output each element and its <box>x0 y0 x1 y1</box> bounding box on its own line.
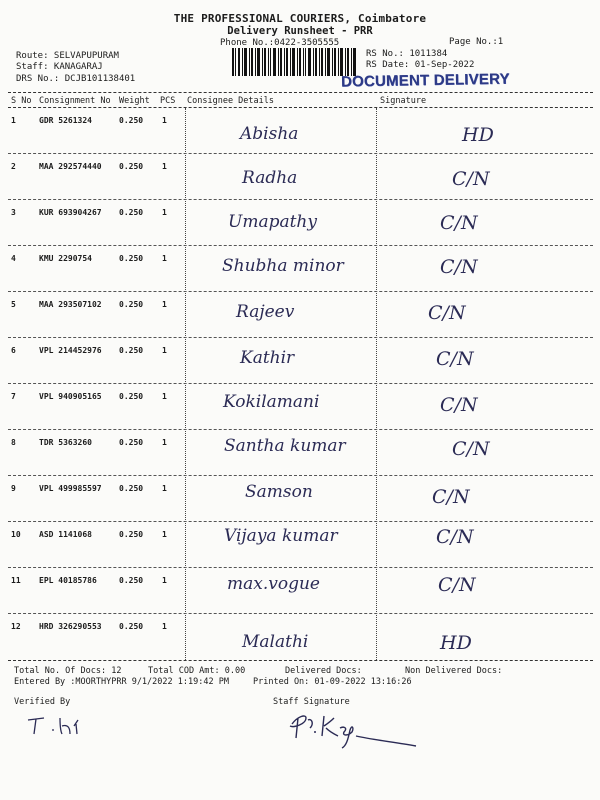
runsheet-subtitle: Delivery Runsheet - PRR <box>227 25 373 37</box>
barcode <box>232 48 356 76</box>
receiver-signature-handwritten: C/N <box>452 438 490 460</box>
table-row <box>8 292 593 338</box>
runsheet-title: THE PROFESSIONAL COURIERS, Coimbatore <box>173 12 427 25</box>
consignee-name-handwritten: Malathi <box>242 632 309 652</box>
consignment-number: MAA 292574440 <box>39 162 102 171</box>
delivered-docs: Delivered Docs: <box>285 666 362 676</box>
receiver-signature-handwritten: HD <box>462 124 494 146</box>
consignee-name-handwritten: Umapathy <box>228 212 317 232</box>
consignment-number: ASD 1141068 <box>39 530 92 539</box>
verified-by-label: Verified By <box>14 697 71 707</box>
consignment-number: HRD 326290553 <box>39 622 102 631</box>
serial-number: 4 <box>11 254 16 263</box>
weight: 0.250 <box>119 576 144 585</box>
pieces-count: 1 <box>162 300 167 309</box>
column-header-consignee: Consignee Details <box>187 96 274 106</box>
serial-number: 7 <box>11 392 16 401</box>
route: Route: SELVAPUPURAM <box>16 51 119 61</box>
serial-number: 11 <box>11 576 21 585</box>
serial-number: 10 <box>11 530 21 539</box>
weight: 0.250 <box>119 162 144 171</box>
pieces-count: 1 <box>162 530 167 539</box>
weight: 0.250 <box>119 530 144 539</box>
column-header-weight: Weight <box>119 96 150 106</box>
pieces-count: 1 <box>162 116 167 125</box>
table-row <box>8 108 593 154</box>
header-top-rule <box>8 92 593 93</box>
consignee-name-handwritten: Shubha minor <box>222 256 344 276</box>
footer-top-rule <box>8 660 593 661</box>
weight: 0.250 <box>119 254 144 263</box>
column-header-pcs: PCS <box>160 96 176 106</box>
non-delivered-docs: Non Delivered Docs: <box>405 666 503 676</box>
weight: 0.250 <box>119 484 144 493</box>
pieces-count: 1 <box>162 208 167 217</box>
weight: 0.250 <box>119 346 144 355</box>
weight: 0.250 <box>119 300 144 309</box>
table-row <box>8 430 593 476</box>
serial-number: 3 <box>11 208 16 217</box>
consignment-number: TDR 5363260 <box>39 438 92 447</box>
consignment-number: KUR 693904267 <box>39 208 102 217</box>
receiver-signature-handwritten: C/N <box>438 574 476 596</box>
pieces-count: 1 <box>162 162 167 171</box>
rs-number: RS No.: 1011384 <box>366 49 448 59</box>
pieces-count: 1 <box>162 254 167 263</box>
total-cod-amount: Total COD Amt: 0.00 <box>148 666 246 676</box>
column-header-consignment: Consignment No <box>39 96 111 106</box>
weight: 0.250 <box>119 208 144 217</box>
table-row <box>8 522 593 568</box>
consignment-number: VPL 499985597 <box>39 484 102 493</box>
receiver-signature-handwritten: C/N <box>440 256 478 278</box>
serial-number: 2 <box>11 162 16 171</box>
weight: 0.250 <box>119 438 144 447</box>
consignee-name-handwritten: Rajeev <box>236 302 295 322</box>
receiver-signature-handwritten: C/N <box>436 348 474 370</box>
total-docs: Total No. Of Docs: 12 <box>14 666 122 676</box>
verified-by-signature <box>24 712 94 740</box>
consignee-name-handwritten: Santha kumar <box>224 436 346 456</box>
staff-signature-label: Staff Signature <box>273 697 350 707</box>
serial-number: 8 <box>11 438 16 447</box>
consignment-number: EPL 40185786 <box>39 576 97 585</box>
consignee-name-handwritten: Vijaya kumar <box>224 526 338 546</box>
consignee-name-handwritten: Abisha <box>240 124 299 144</box>
document-delivery-stamp: DOCUMENT DELIVERY <box>340 70 510 91</box>
page-number: Page No.:1 <box>449 37 504 47</box>
serial-number: 6 <box>11 346 16 355</box>
serial-number: 1 <box>11 116 16 125</box>
consignment-number: MAA 293507102 <box>39 300 102 309</box>
receiver-signature-handwritten: C/N <box>440 212 478 234</box>
pieces-count: 1 <box>162 484 167 493</box>
receiver-signature-handwritten: HD <box>440 632 472 654</box>
receiver-signature-handwritten: C/N <box>440 394 478 416</box>
staff-signature <box>284 706 424 752</box>
pieces-count: 1 <box>162 576 167 585</box>
serial-number: 12 <box>11 622 21 631</box>
table-row <box>8 200 593 246</box>
entered-by: Entered By :MOORTHYPRR 9/1/2022 1:19:42 PM <box>14 677 229 687</box>
weight: 0.250 <box>119 622 144 631</box>
pieces-count: 1 <box>162 622 167 631</box>
receiver-signature-handwritten: C/N <box>452 168 490 190</box>
receiver-signature-handwritten: C/N <box>432 486 470 508</box>
table-row <box>8 338 593 384</box>
table-row <box>8 246 593 292</box>
pieces-count: 1 <box>162 346 167 355</box>
drs-number: DRS No.: DCJB101138401 <box>16 74 136 84</box>
table-row <box>8 476 593 522</box>
column-header-signature: Signature <box>380 96 427 106</box>
consignee-name-handwritten: Kokilamani <box>223 392 320 412</box>
serial-number: 9 <box>11 484 16 493</box>
consignment-number: KMU 2290754 <box>39 254 92 263</box>
table-row <box>8 154 593 200</box>
table-row <box>8 384 593 430</box>
serial-number: 5 <box>11 300 16 309</box>
weight: 0.250 <box>119 116 144 125</box>
consignee-name-handwritten: Kathir <box>240 348 295 368</box>
pieces-count: 1 <box>162 392 167 401</box>
pieces-count: 1 <box>162 438 167 447</box>
consignee-name-handwritten: Radha <box>242 168 298 188</box>
printed-on: Printed On: 01-09-2022 13:16:26 <box>253 677 412 687</box>
consignment-number: VPL 214452976 <box>39 346 102 355</box>
table-row <box>8 614 593 660</box>
receiver-signature-handwritten: C/N <box>436 526 474 548</box>
consignment-number: VPL 940905165 <box>39 392 102 401</box>
rs-date: RS Date: 01-Sep-2022 <box>366 60 475 70</box>
consignee-name-handwritten: Samson <box>245 482 313 502</box>
consignment-number: GDR 5261324 <box>39 116 92 125</box>
table-row <box>8 568 593 614</box>
phone-number: Phone No.:0422-3505555 <box>220 38 340 48</box>
weight: 0.250 <box>119 392 144 401</box>
staff: Staff: KANAGARAJ <box>16 62 103 72</box>
consignee-name-handwritten: max.vogue <box>227 574 320 594</box>
column-header-sno: S No <box>11 96 32 106</box>
receiver-signature-handwritten: C/N <box>428 302 466 324</box>
